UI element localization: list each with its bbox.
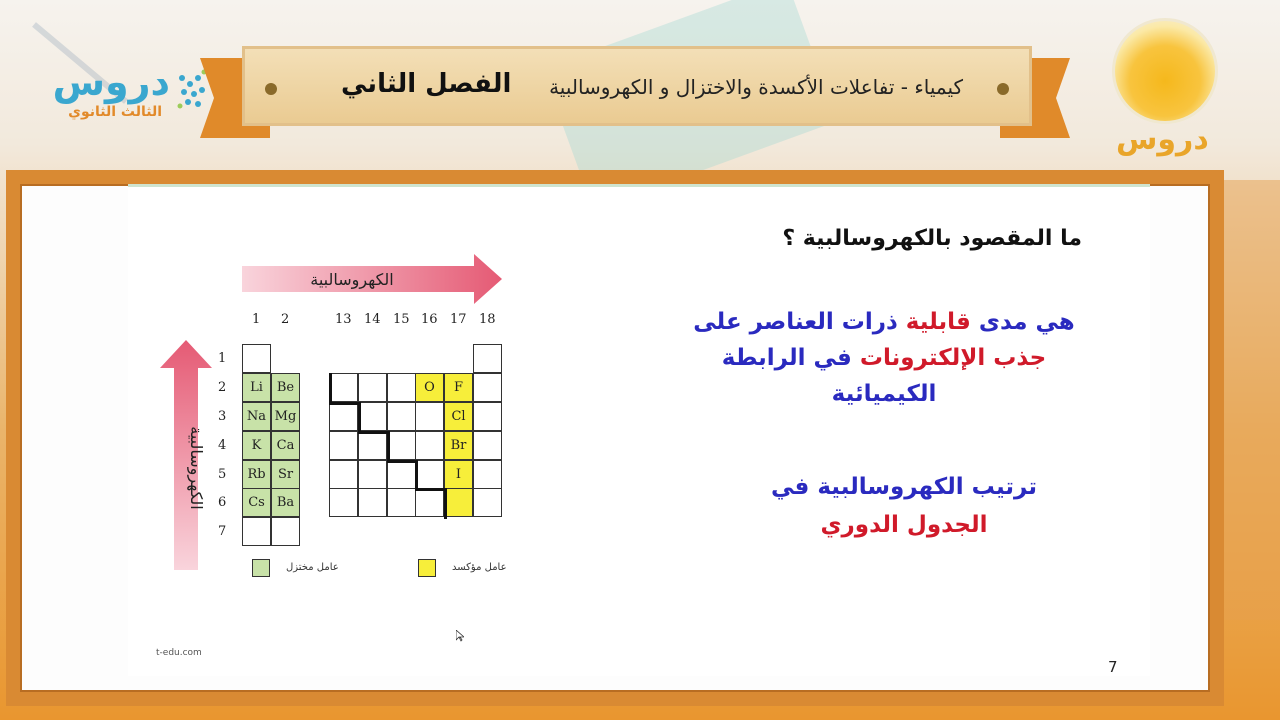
metalloid-boundary-line	[415, 488, 446, 491]
metalloid-boundary-line	[329, 402, 360, 405]
arrow-v-label: الكهروسالبية	[187, 426, 206, 510]
definition-highlight: قابلية	[905, 309, 971, 335]
hourglass-icon	[1112, 18, 1218, 124]
element-cell: Cs	[242, 488, 271, 517]
empty-cell	[358, 488, 387, 517]
logo-dots-icon	[176, 66, 210, 116]
group-number: 16	[421, 312, 438, 327]
element-cell: Na	[242, 402, 271, 431]
legend-reducing-label: عامل مختزل	[286, 562, 339, 573]
metalloid-boundary-line	[358, 402, 361, 433]
logo-word: دروس	[52, 60, 170, 104]
period-number: 3	[218, 409, 227, 424]
empty-cell	[473, 460, 502, 489]
definition-part: هي مدى	[978, 309, 1075, 335]
slide-top-line	[128, 184, 1150, 187]
element-cell: F	[444, 373, 473, 402]
electronegativity-arrow-vertical	[160, 340, 212, 570]
group-number: 1	[252, 312, 261, 327]
chapter-title: الفصل الثاني	[341, 69, 512, 99]
page-number: 7	[1108, 658, 1118, 676]
element-cell: K	[242, 431, 271, 460]
empty-cell	[387, 431, 416, 460]
group-number: 2	[281, 312, 290, 327]
order-heading	[754, 468, 1054, 544]
element-cell: I	[444, 460, 473, 489]
banner-dot	[265, 83, 277, 95]
footer-logo: t-edu.com	[156, 648, 202, 658]
period-number: 7	[218, 524, 227, 539]
legend-reducing-swatch	[252, 559, 270, 577]
empty-cell	[387, 402, 416, 431]
element-cell: Cl	[444, 402, 473, 431]
empty-cell	[473, 373, 502, 402]
empty-cell	[387, 488, 416, 517]
empty-cell	[329, 402, 358, 431]
empty-cell	[387, 373, 416, 402]
period-number: 1	[218, 351, 227, 366]
legend-oxidizing-label: عامل مؤكسد	[452, 562, 507, 573]
element-cell: O	[415, 373, 444, 402]
logo-subtitle: الثالث الثانوي	[68, 104, 162, 120]
element-cell: Br	[444, 431, 473, 460]
period-number: 2	[218, 380, 227, 395]
empty-cell	[473, 402, 502, 431]
metalloid-boundary-line	[387, 460, 418, 463]
empty-cell	[444, 488, 473, 517]
element-cell: Rb	[242, 460, 271, 489]
empty-cell	[242, 344, 271, 373]
element-cell: Mg	[271, 402, 300, 431]
element-cell: Ba	[271, 488, 300, 517]
element-cell: Ca	[271, 431, 300, 460]
legend-oxidizing-swatch	[418, 559, 436, 577]
empty-cell	[358, 373, 387, 402]
element-cell: Li	[242, 373, 271, 402]
group-number: 13	[335, 312, 352, 327]
banner-dot	[997, 83, 1009, 95]
empty-cell	[415, 431, 444, 460]
subject-title: كيمياء - تفاعلات الأكسدة والاختزال و الكهروسالبية	[549, 75, 963, 99]
metalloid-boundary-line	[415, 460, 418, 491]
period-number: 6	[218, 495, 227, 510]
element-cell: Sr	[271, 460, 300, 489]
metalloid-boundary-line	[387, 431, 390, 462]
group-number: 17	[450, 312, 467, 327]
definition-part: في الرابطة الكيميائية	[721, 345, 937, 407]
empty-cell	[387, 460, 416, 489]
group-number: 14	[364, 312, 381, 327]
empty-cell	[271, 517, 300, 546]
order-line-1: ترتيب الكهروسالبية في	[771, 474, 1037, 500]
definition-text	[684, 304, 1084, 412]
empty-cell	[473, 488, 502, 517]
durus-logo-right	[1100, 12, 1230, 162]
period-number: 4	[218, 438, 227, 453]
empty-cell	[358, 431, 387, 460]
empty-cell	[242, 517, 271, 546]
definition-part: على	[693, 309, 742, 335]
empty-cell	[329, 460, 358, 489]
metalloid-boundary-line	[358, 431, 389, 434]
arrow-h-label: الكهروسالبية	[310, 270, 394, 289]
durus-logo-left	[40, 60, 210, 130]
title-banner	[242, 46, 1032, 126]
empty-cell	[415, 460, 444, 489]
empty-cell	[329, 373, 358, 402]
order-line-2: الجدول الدوري	[820, 512, 988, 538]
empty-cell	[358, 460, 387, 489]
definition-highlight: جذب الإلكترونات	[859, 345, 1047, 371]
element-cell: Be	[271, 373, 300, 402]
group-number: 15	[393, 312, 410, 327]
empty-cell	[415, 402, 444, 431]
empty-cell	[415, 488, 444, 517]
metalloid-boundary-line	[444, 488, 447, 519]
empty-cell	[329, 431, 358, 460]
mouse-cursor-icon	[456, 630, 464, 642]
slide-question: ما المقصود بالكهروسالبية ؟	[782, 226, 1082, 251]
empty-cell	[358, 402, 387, 431]
electronegativity-arrow-horizontal	[242, 254, 502, 304]
group-number: 18	[479, 312, 496, 327]
empty-cell	[473, 344, 502, 373]
period-number: 5	[218, 467, 227, 482]
metalloid-boundary-line	[329, 373, 332, 404]
logo-word: دروس	[1116, 122, 1209, 157]
empty-cell	[473, 431, 502, 460]
empty-cell	[329, 488, 358, 517]
definition-part: ذرات العناصر	[749, 309, 898, 335]
